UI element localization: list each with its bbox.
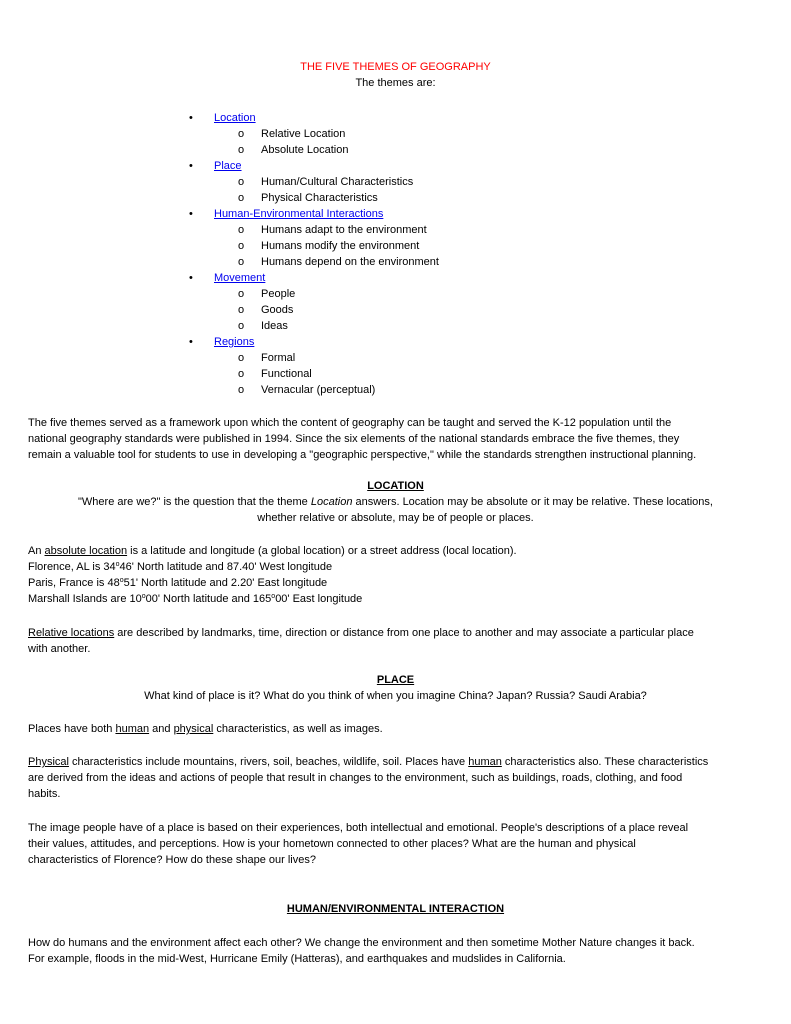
- example-marshall-islands: [28, 591, 362, 607]
- paragraph-line: with another.: [28, 643, 91, 655]
- text-span: answers. Location may be absolute or it may be relative. These locations,: [352, 496, 713, 508]
- absolute-location-definition: [28, 543, 517, 559]
- theme-sub-item: Vernacular (perceptual): [261, 384, 376, 396]
- sub-bullet-icon: o: [238, 224, 245, 236]
- theme-link-place[interactable]: Place: [214, 160, 242, 172]
- sub-bullet-icon: o: [238, 320, 245, 332]
- theme-sub-item: Human/Cultural Characteristics: [261, 176, 414, 188]
- section-heading-location: LOCATION: [367, 480, 424, 492]
- text-span: 00' East longitude: [275, 593, 363, 605]
- theme-sub-item: Functional: [261, 368, 312, 380]
- theme-link-regions[interactable]: Regions: [214, 336, 255, 348]
- text-span: An: [28, 545, 45, 557]
- paragraph-line: For example, floods in the mid-West, Hurricane Emily (Hatteras), and earthquakes and mudslides in California.: [28, 953, 566, 965]
- document-subtitle: The themes are:: [355, 77, 436, 89]
- location-question-cont: whether relative or absolute, may be of people or places.: [257, 512, 534, 524]
- place-paragraph-2: [28, 754, 708, 770]
- theme-sub-item: Ideas: [261, 320, 288, 332]
- term-human: human: [468, 756, 502, 768]
- location-question: [0, 494, 791, 510]
- sub-bullet-icon: o: [238, 176, 245, 188]
- sub-bullet-icon: o: [238, 128, 245, 140]
- text-span: Places have both: [28, 723, 116, 735]
- theme-sub-item: Humans modify the environment: [261, 240, 420, 252]
- bullet-icon: •: [189, 336, 193, 348]
- paragraph-line: How do humans and the environment affect each other? We change the environment and then sometime Mother Nature changes it back.: [28, 937, 695, 949]
- degree-mark: o: [119, 577, 124, 584]
- section-heading-place: PLACE: [376, 674, 415, 686]
- theme-sub-item: Formal: [261, 352, 296, 364]
- degree-mark: o: [141, 593, 146, 600]
- term-human: human: [115, 723, 150, 735]
- sub-bullet-icon: o: [238, 192, 245, 204]
- theme-link-human-environmental-interactions[interactable]: Human-Environmental Interactions: [214, 208, 384, 220]
- bullet-icon: •: [189, 272, 193, 284]
- section-heading-human-environmental-interaction: HUMAN/ENVIRONMENTAL INTERACTION: [286, 903, 505, 915]
- text-span: characteristics, as well as images.: [213, 723, 383, 735]
- paragraph-line: their values, attitudes, and perceptions. How is your hometown connected to other places? What are the human and physical: [28, 838, 636, 850]
- sub-bullet-icon: o: [238, 144, 245, 156]
- degree-mark: o: [115, 561, 120, 568]
- theme-link-location[interactable]: Location: [214, 112, 256, 124]
- text-span: 51' North latitude and 2.20' East longitude: [123, 577, 328, 589]
- sub-bullet-icon: o: [238, 256, 245, 268]
- paragraph-line: habits.: [28, 788, 61, 800]
- text-span: Florence, AL is 34: [28, 561, 116, 573]
- theme-sub-item: Humans depend on the environment: [261, 256, 439, 268]
- theme-sub-item: Absolute Location: [261, 144, 349, 156]
- paragraph-line: are derived from the ideas and actions of people that result in changes to the environment, such as buildings, roads, clothing, and food: [28, 772, 683, 784]
- text-span: characteristics include mountains, rivers, soil, beaches, wildlife, soil. Places have: [68, 756, 469, 768]
- theme-sub-item: Goods: [261, 304, 294, 316]
- bullet-icon: •: [189, 208, 193, 220]
- text-span: Paris, France is 48: [28, 577, 120, 589]
- text-span: Location: [310, 496, 353, 508]
- term-physical: physical: [173, 723, 214, 735]
- paragraph-line: characteristics of Florence? How do these shape our lives?: [28, 854, 316, 866]
- paragraph-line: remain a valuable tool for students to use in developing a "geographic perspective," while the standards strengthen instructional planning.: [28, 449, 697, 461]
- text-span: 46' North latitude and 87.40' West longitude: [119, 561, 333, 573]
- sub-bullet-icon: o: [238, 288, 245, 300]
- text-span: is a latitude and longitude (a global location) or a street address (local location).: [127, 545, 517, 557]
- place-paragraph-1: [28, 721, 383, 737]
- bullet-icon: •: [189, 160, 193, 172]
- theme-link-movement[interactable]: Movement: [214, 272, 266, 284]
- theme-sub-item: Relative Location: [261, 128, 346, 140]
- sub-bullet-icon: o: [238, 368, 245, 380]
- document-title: THE FIVE THEMES OF GEOGRAPHY: [300, 61, 491, 73]
- text-span: "Where are we?" is the question that the theme: [78, 496, 311, 508]
- theme-sub-item: People: [261, 288, 296, 300]
- relative-location-definition: [28, 625, 694, 641]
- paragraph-line: national geography standards were published in 1994. Since the six elements of the national standards embrace the five themes, they: [28, 433, 680, 445]
- theme-sub-item: Physical Characteristics: [261, 192, 378, 204]
- sub-bullet-icon: o: [238, 384, 245, 396]
- term-relative-locations: Relative locations: [28, 627, 115, 639]
- text-span: 00' North latitude and 165: [145, 593, 272, 605]
- theme-sub-item: Humans adapt to the environment: [261, 224, 427, 236]
- sub-bullet-icon: o: [238, 352, 245, 364]
- paragraph-line: The image people have of a place is based on their experiences, both intellectual and emotional. People's descriptions of a place reveal: [28, 822, 689, 834]
- term-physical: Physical: [28, 756, 69, 768]
- text-span: characteristics also. These characteristics: [501, 756, 709, 768]
- sub-bullet-icon: o: [238, 240, 245, 252]
- bullet-icon: •: [189, 112, 193, 124]
- example-florence: [28, 559, 332, 575]
- text-span: Marshall Islands are 10: [28, 593, 142, 605]
- sub-bullet-icon: o: [238, 304, 245, 316]
- text-span: are described by landmarks, time, direction or distance from one place to another and may associate a particular place: [114, 627, 694, 639]
- paragraph-line: The five themes served as a framework upon which the content of geography can be taught and served the K-12 population until the: [28, 417, 672, 429]
- place-question: What kind of place is it? What do you think of when you imagine China? Japan? Russia? Saudi Arabia?: [144, 690, 647, 702]
- degree-mark: o: [271, 593, 276, 600]
- text-span: and: [149, 723, 174, 735]
- term-absolute-location: absolute location: [44, 545, 128, 557]
- example-paris: [28, 575, 327, 591]
